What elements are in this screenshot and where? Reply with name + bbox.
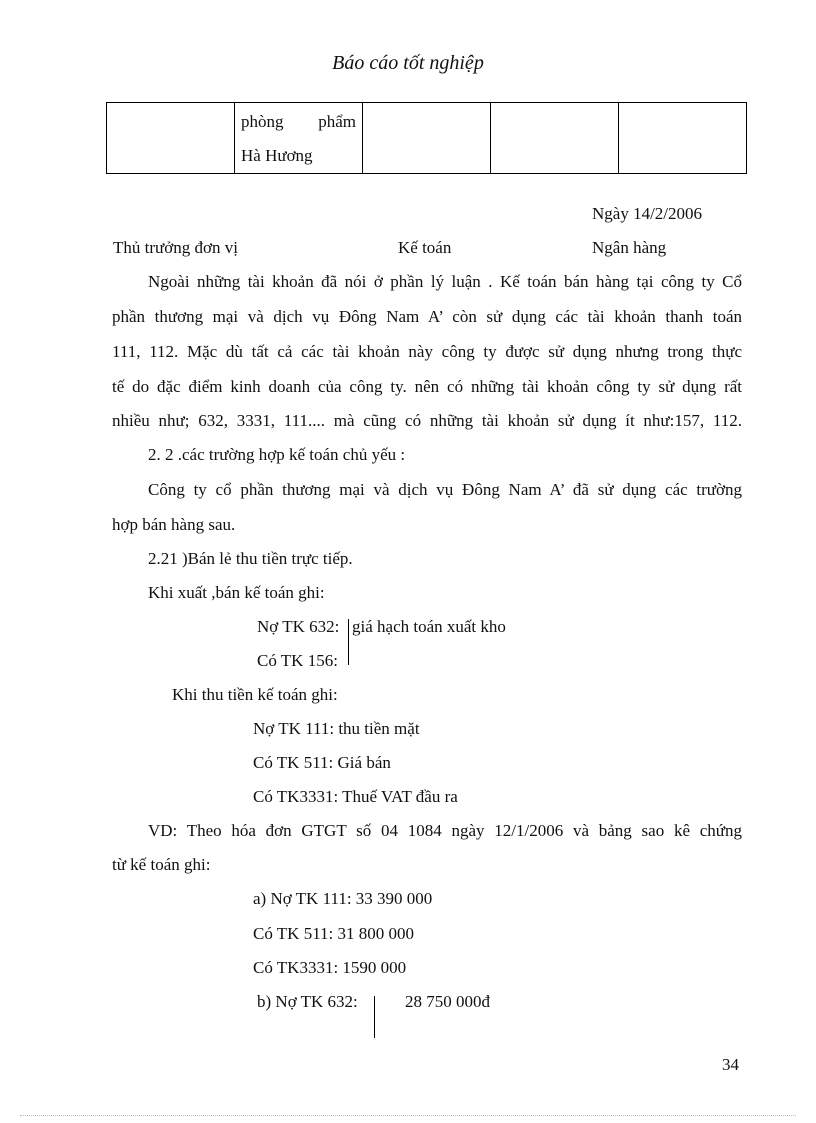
entry1-note: giá hạch toán xuất kho (352, 617, 506, 636)
example-line: từ kế toán ghi: (112, 855, 211, 874)
entry2-line: Nợ TK 111: thu tiền mặt (253, 719, 420, 738)
table-cell (491, 103, 619, 174)
subsection-heading: 2.21 )Bán lẻ thu tiền trực tiếp. (148, 549, 353, 568)
export-intro: Khi xuất ,bán kế toán ghi: (148, 583, 325, 602)
table-row (107, 103, 747, 174)
table-cell-word: phòng (241, 112, 284, 131)
paragraph-line: Ngoài những tài khoản đã nói ở phần lý luận . Kế toán bán hàng tại công ty Cổ (148, 272, 742, 291)
table-cell (363, 103, 491, 174)
paragraph-line: 111, 112. Mặc dù tất cả các tài khoản này công ty được sử dụng nhưng trong thực (112, 342, 742, 361)
paragraph-line: Công ty cổ phần thương mại và dịch vụ Đông Nam A’ đã sử dụng các trường (148, 480, 742, 499)
example-line: VD: Theo hóa đơn GTGT số 04 1084 ngày 12/1/2006 và bảng sao kê chứng (148, 821, 742, 840)
section-heading: 2. 2 .các trường hợp kế toán chủ yếu : (148, 445, 406, 464)
entry3-line: a) Nợ TK 111: 33 390 000 (253, 889, 433, 908)
signature-date: Ngày 14/2/2006 (592, 204, 703, 223)
entry4-brace (374, 996, 375, 1038)
signature-bank: Ngân hàng (592, 238, 667, 257)
entry2-line: Có TK 511: Giá bán (253, 753, 391, 772)
page-number: 34 (722, 1055, 739, 1074)
paragraph-line: phần thương mại và dịch vụ Đông Nam A’ còn sử dụng các tài khoản thanh toán (112, 307, 742, 326)
paragraph-line: nhiều như; 632, 3331, 111.... mà cũng có những tài khoản sử dụng ít như:157, 112. (112, 411, 742, 430)
table-cell (107, 103, 235, 174)
entry3-line: Có TK3331: 1590 000 (253, 958, 407, 977)
table-cell-name (235, 103, 363, 174)
footer-divider (20, 1115, 796, 1116)
table-cell-word: phẩm (318, 112, 356, 131)
entry3-line: Có TK 511: 31 800 000 (253, 924, 415, 943)
entry2-line: Có TK3331: Thuế VAT đầu ra (253, 787, 458, 806)
table-cell-line: Hà Hương (241, 146, 313, 165)
signature-head: Thủ trưởng đơn vị (113, 238, 238, 257)
entry4-debit: b) Nợ TK 632: (257, 992, 358, 1011)
entry1-debit: Nợ TK 632: (257, 617, 340, 636)
signature-accountant: Kế toán (398, 238, 452, 257)
table-fragment (106, 102, 747, 174)
paragraph-line: hợp bán hàng sau. (112, 515, 236, 534)
collect-intro: Khi thu tiền kế toán ghi: (172, 685, 338, 704)
entry4-amount: 28 750 000đ (405, 992, 490, 1011)
entry1-brace (348, 619, 349, 665)
table-cell (619, 103, 747, 174)
entry1-credit: Có TK 156: (257, 651, 338, 670)
paragraph-line: tế do đặc điểm kinh doanh của công ty. nên có những tài khoản công ty sử dụng rất (112, 377, 742, 396)
page-header-title: Báo cáo tốt nghiệp (332, 52, 484, 74)
